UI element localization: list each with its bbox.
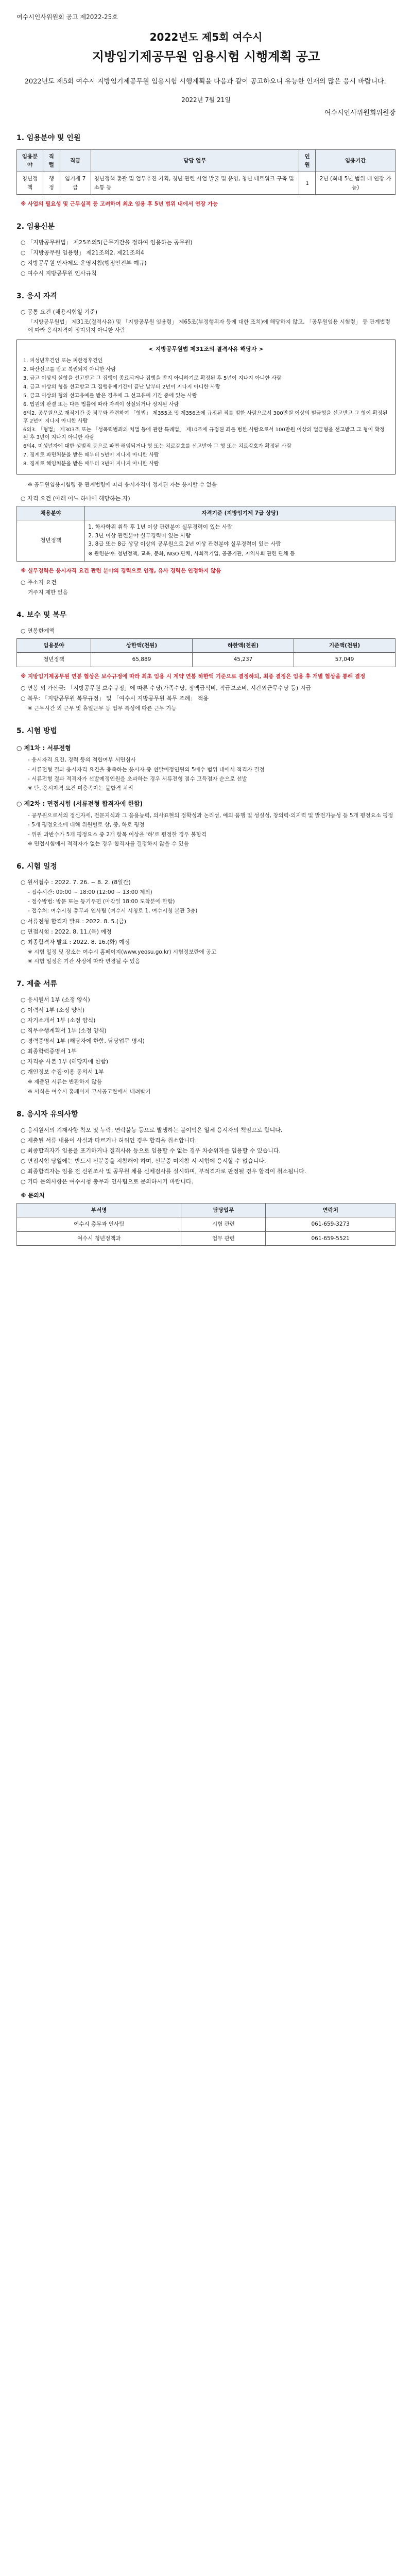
s8-line: ○ 제출된 서류 내용이 사실과 다르거나 허위인 경우 합격을 취소합니다. (21, 1137, 197, 1144)
s4-line2: ※ 근무시간 외 근무 및 휴일근무 등 업무 특성에 따른 근무 가능 (28, 705, 177, 711)
disq-item: 7. 징계로 파면처분을 받은 때부터 5년이 지나지 아니한 사람 (23, 452, 159, 458)
intro-paragraph: 2022년도 제5회 여수시 지방임기제공무원 임용시험 시행계획을 다음과 같이 공고하오니 유능한 인재의 많은 응시 바랍니다. (24, 77, 386, 86)
section-4-title: 4. 보수 및 복무 (16, 611, 67, 620)
s2-line: ○ 「지방공무원법」 제25조의5(근무기간을 정하여 임용하는 공무원) (21, 239, 193, 246)
s1-th-1: 직렬 (43, 149, 60, 172)
salary-td-3: 57,049 (294, 653, 395, 667)
salary-th-3: 기준액(천원) (294, 639, 395, 653)
contact-td: 061-659-3273 (266, 1217, 396, 1231)
title-block (16, 29, 396, 66)
section-1-table (16, 149, 396, 195)
s6-line: - 접수방법: 방문 또는 등기우편 (마감일 18:00 도착분에 한함) (28, 899, 175, 905)
disq-item: 3. 금고 이상의 실형을 선고받고 그 집행이 종료되거나 집행을 받지 아니하기로 확정된 후 5년이 지나지 아니한 사람 (23, 375, 282, 381)
salary-th-0: 임용분야 (17, 639, 91, 653)
s5-sub1-line: - 서류전형 결과 적격자가 선발예정인원을 초과하는 경우 서류전형 점수 고득점자 순으로 선발 (28, 776, 247, 783)
s7-line: ○ 자격증 사본 1부 (해당자에 한함) (21, 1058, 109, 1065)
s7-line: ○ 직무수행계획서 1부 (소정 양식) (21, 1027, 107, 1035)
s5-sub1-line: - 서류전형 결과 응시자격 요건을 충족하는 응시자 중 선발예정인원의 5배수 범위 내에서 적격자 결정 (28, 766, 265, 773)
s6-line: ○ 최종합격자 발표 : 2022. 8. 16.(화) 예정 (21, 938, 130, 945)
s8-line: ○ 응시원서의 기재사항 착오 및 누락, 연락불능 등으로 발생하는 불이익은 일체 응시자의 책임으로 합니다. (21, 1126, 283, 1133)
contact-td: 시험 관련 (181, 1217, 266, 1231)
notice-date: 2022년 7월 21일 (181, 96, 231, 104)
disq-item: 8. 징계로 해임처분을 받은 때부터 3년이 지나지 아니한 사람 (23, 461, 159, 467)
notice-number: 여수시인사위원회 공고 제2022-25호 (16, 13, 118, 21)
s6-line: ○ 면접시험 : 2022. 8. 11.(목) 예정 (21, 928, 112, 935)
salary-td-2: 45,237 (192, 653, 294, 667)
s1-th-4: 인원 (299, 149, 315, 172)
qual-note: ※ 실무경력은 응시자격 요건 관련 분야의 경력으로 인정, 유사 경력은 인정하지 않음 (21, 567, 221, 574)
s8-line: ○ 기타 문의사항은 여수시청 총무과 인사팀으로 문의하시기 바랍니다. (21, 1178, 194, 1185)
qualification-table (16, 506, 396, 562)
s1-td-5: 2년 (최대 5년 범위 내 연장 가능) (316, 172, 396, 195)
qual-field: 청년정책 (17, 520, 85, 561)
disq-item: 6의2. 공무원으로 재직기간 중 직무와 관련하여 「형법」 제355조 및 제356조에 규정된 죄를 범한 사람으로서 300만원 이상의 벌금형을 선고받고 그 형이 확정된 후 2년이 지나지 아니한 사람 (23, 410, 388, 424)
residence-value: 거주지 제한 없음 (28, 589, 68, 596)
s5-sub1-line: ※ 단, 응시자격 요건 미충족자는 불합격 처리 (28, 785, 133, 792)
contact-td: 여수시 청년정책과 (17, 1231, 181, 1245)
title-line1: 2022년도 제5회 여수시 (149, 30, 263, 43)
s6-line: - 접수시간: 09:00 ~ 18:00 (12:00 ~ 13:00 제외) (28, 889, 152, 895)
s5-sub2-line: ※ 면접시험에서 적격자가 없는 경우 합격자를 결정하지 않을 수 있음 (28, 840, 189, 847)
contact-th-1: 담당업무 (181, 1204, 266, 1217)
section-8-title: 8. 응시자 유의사항 (16, 1110, 78, 1118)
s3-line: 「지방공무원법」 제31조(결격사유) 및 「지방공무원 임용령」 제65조(부정행위자 등에 대한 조치)에 해당하지 않고, 「공무원임용 시험령」 등 관계법령에 따라 응시자격이 정지되지 아니한 사람 (28, 318, 390, 334)
salary-note-text: ※ 지방임기제공무원 연봉 협상은 보수규정에 따라 최초 임용 시 계약 연봉 하한액 기준으로 결정하되, 최종 결정은 임용 후 개별 협상을 통해 결정 (21, 673, 366, 680)
s2-line: ○ 지방공무원 인사제도 운영지침(행정안전부 예규) (21, 260, 147, 266)
qual-th-0: 채용분야 (17, 506, 85, 520)
contact-title: ※ 문의처 (21, 1192, 45, 1199)
s7-line: ○ 최종학력증명서 1부 (21, 1048, 77, 1055)
s7-line: ○ 이력서 1부 (소정 양식) (21, 1007, 85, 1014)
s5-sub1: ○ 제1차 : 서류전형 (16, 744, 71, 752)
s7-line: ○ 개인정보 수집·이용 동의서 1부 (21, 1069, 104, 1076)
qualification-title: ○ 자격 요건 (아래 어느 하나에 해당하는 자) (21, 495, 130, 502)
s1-th-2: 직급 (60, 149, 91, 172)
qual-th-1: 자격기준 (지방임기제 7급 상당) (85, 506, 396, 520)
disq-item: 4. 금고 이상의 형을 선고받고 그 집행유예기간이 끝난 날부터 2년이 지나지 아니한 사람 (23, 384, 220, 390)
salary-th-2: 하한액(천원) (192, 639, 294, 653)
disq-item: 2. 파산선고를 받고 복권되지 아니한 사람 (23, 366, 116, 372)
s6-line: ※ 시험 일정은 기관 사정에 따라 변경될 수 있음 (28, 958, 141, 965)
disq-item: 5. 금고 이상의 형의 선고유예를 받은 경우에 그 선고유예 기간 중에 있는 사람 (23, 393, 197, 399)
s4-line: ○ 연봉한계액 (21, 628, 55, 634)
qual-item: 1. 학사학위 취득 후 1년 이상 관련분야 실무경력이 있는 사람 (88, 524, 233, 531)
s6-line: - 접수처: 여수시청 총무과 인사팀 (여수시 시청로 1, 여수시청 본관 3층) (28, 908, 198, 914)
s1-td-0: 청년정책 (17, 172, 43, 195)
qual-item: 2. 3년 이상 관련분야 실무경력이 있는 사람 (88, 532, 191, 539)
s7-line: ○ 경력증명서 1부 (해당자에 한함, 담당업무 명시) (21, 1038, 145, 1045)
section-1-title: 1. 임용분야 및 인원 (16, 134, 81, 143)
s5-sub2-line: - 위원 과반수가 5개 평정요소 중 2개 항목 이상을 '하'로 평정한 경우 불합격 (28, 831, 207, 838)
contact-th-2: 연락처 (266, 1204, 396, 1217)
s7-line: ※ 제출된 서류는 반환하지 않음 (28, 1079, 102, 1086)
section-5-title: 5. 시험 방법 (16, 727, 57, 736)
s2-line: ○ 「지방공무원 임용령」 제21조의2, 제21조의4 (21, 249, 144, 256)
s4-line2: ○ 복무: 「지방공무원 복무규정」 및 「여수시 지방공무원 복무 조례」 적용 (21, 694, 209, 702)
disq-note: ※ 공무원임용시험령 등 관계법령에 따라 응시자격이 정지된 자는 응시할 수 없음 (28, 481, 217, 488)
contact-th-0: 부서명 (17, 1204, 181, 1217)
s5-sub2: ○ 제2차 : 면접시험 (서류전형 합격자에 한함) (16, 800, 143, 807)
s1-th-0: 임용분야 (17, 149, 43, 172)
salary-note (21, 672, 396, 681)
salary-td-1: 65,889 (91, 653, 192, 667)
s1-td-1: 행정 (43, 172, 60, 195)
s8-line: ○ 최종합격자가 임용을 포기하거나 결격사유 등으로 임용할 수 없는 경우 차순위자를 임용할 수 있습니다. (21, 1147, 281, 1154)
s7-line: ○ 응시원서 1부 (소정 양식) (21, 996, 90, 1004)
s6-line: ○ 서류전형 합격자 발표 : 2022. 8. 5.(금) (21, 918, 127, 925)
disqualification-box (16, 340, 396, 474)
contact-td: 061-659-5521 (266, 1231, 396, 1245)
s8-line: ○ 최종합격자는 임용 전 신원조사 및 공무원 채용 신체검사를 실시하며, 부적격자로 판정될 경우 합격이 취소됩니다. (21, 1167, 306, 1175)
section-1-note: ※ 사업의 필요성 및 근무실적 등 고려하여 최초 임용 후 5년 범위 내에서 연장 가능 (21, 200, 218, 207)
section-7-title: 7. 제출 서류 (16, 980, 57, 989)
title-line2: 지방임기제공무원 임용시험 시행계획 공고 (92, 49, 320, 64)
s7-line: ※ 서식은 여수시 홈페이지 고시공고란에서 내려받기 (28, 1088, 151, 1095)
issuer: 여수시인사위원회위원장 (324, 109, 396, 117)
s1-th-5: 임용기간 (316, 149, 396, 172)
salary-th-1: 상한액(천원) (91, 639, 192, 653)
contact-td: 업무 관련 (181, 1231, 266, 1245)
s6-line: ※ 시험 일정 및 장소는 여수시 홈페이지(www.yeosu.go.kr) 시험정보란에 공고 (28, 948, 217, 955)
s1-td-4: 1 (299, 172, 315, 195)
section-6-title: 6. 시험 일정 (16, 862, 57, 871)
disqualification-title: < 지방공무원법 제31조의 결격사유 해당자 > (148, 346, 264, 353)
qual-items (85, 520, 396, 561)
s5-sub2-line: - 5개 평정요소에 대해 위원별로 상, 중, 하로 평정 (28, 822, 145, 828)
s8-line: ○ 면접시험 당일에는 반드시 신분증을 지참해야 하며, 신분증 미지참 시 시험에 응시할 수 없습니다. (21, 1157, 266, 1164)
s4-line2: ○ 연봉 외 가산금: 「지방공무원 보수규정」에 따른 수당(가족수당, 정액급식비, 직급보조비, 시간외근무수당 등) 지급 (21, 684, 311, 691)
qual-sub: ※ 관련분야: 청년정책, 교육, 문화, NGO 단체, 사회적기업, 공공기관, 지역사회 관련 단체 등 (88, 551, 295, 557)
s5-sub2-line: - 공무원으로서의 정신자세, 전문지식과 그 응용능력, 의사표현의 정확성과 논리성, 예의·품행 및 성실성, 창의력·의지력 및 발전가능성 등 5개 평정요소 평정 (28, 812, 393, 819)
s1-th-3: 담당 업무 (91, 149, 299, 172)
section-3-title: 3. 응시 자격 (16, 292, 57, 301)
residence-title: ○ 주소지 요건 (21, 579, 57, 586)
s5-sub1-line: - 응시자격 요건, 경력 등의 적합여부 서면심사 (28, 757, 136, 764)
s1-td-2: 임기제 7급 (60, 172, 91, 195)
disq-item: 6의4. 미성년자에 대한 성범죄 등으로 파면·해임되거나 형 또는 치료감호를 선고받아 그 형 또는 치료감호가 확정된 사람 (23, 443, 291, 449)
s7-line: ○ 자기소개서 1부 (소정 양식) (21, 1017, 96, 1024)
section-2-title: 2. 임용신분 (16, 223, 55, 231)
salary-table (16, 638, 396, 667)
contact-td: 여수시 총무과 인사팀 (17, 1217, 181, 1231)
qual-item: 3. 8급 또는 8급 상당 이상의 공무원으로 2년 이상 관련분야 실무경력이 있는 사람 (88, 540, 281, 547)
disq-item: 6. 법원의 판결 또는 다른 법률에 따라 자격이 상실되거나 정지된 사람 (23, 401, 179, 408)
s2-line: ○ 여수시 지방공무원 인사규칙 (21, 270, 97, 277)
disq-item: 6의3. 「형법」 제303조 또는 「성폭력범죄의 처벌 등에 관한 특례법」 제10조에 규정된 죄를 범한 사람으로서 100만원 이상의 벌금형을 선고받고 그 형이 확정된 후 3년이 지나지 아니한 사람 (23, 427, 385, 440)
s1-td-3: 청년정책 총괄 및 업무추진 기획, 청년 관련 사업 발굴 및 운영, 청년 네트워크 구축 및 소통 등 (91, 172, 299, 195)
salary-td-0: 청년정책 (17, 653, 91, 667)
s3-line: ○ 공통 요건 (채용시험일 기준) (21, 308, 98, 315)
disq-item: 1. 피성년후견인 또는 피한정후견인 (23, 358, 103, 364)
contact-table (16, 1203, 396, 1246)
s6-line: ○ 원서접수 : 2022. 7. 26. ~ 8. 2. (8일간) (21, 878, 131, 886)
